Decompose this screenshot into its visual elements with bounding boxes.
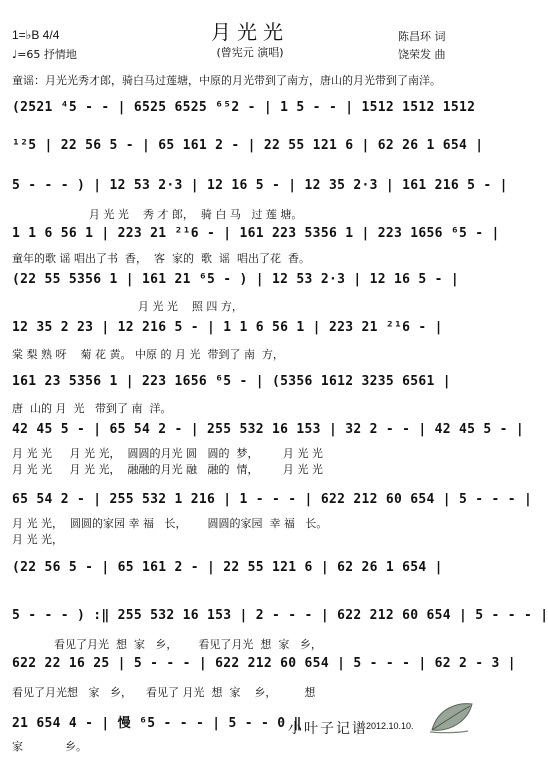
score-system-2: ¹²5 | 22 56 5 - | 65 161 2 - | 22 55 121 6 | 62 26 1 654 | [12,138,484,153]
score-system-3: 5 - - - ) | 12 53 2·3 | 12 16 5 - | 12 35 2·3 | 161 216 5 - | [12,178,508,193]
transcription-date: 2012.10.10. [366,721,414,731]
lyric-line-13: 家 乡。 [12,740,87,753]
intro-text: 童谣：月光光秀才郎，骑白马过莲塘，中原的月光带到了南方，唐山的月光带到了南洋。 [12,74,441,87]
score-system-11: 5 - - - ) :‖ 255 532 16 153 | 2 - - - | 622 212 60 654 | 5 - - - | [12,608,548,623]
song-title: 月光光 [211,20,289,44]
score-system-7: 161 23 5356 1 | 223 1656 ⁶5 - | (5356 1612 3235 6561 | [12,374,451,389]
lyric-line-6: 棠 梨 熟 呀 菊 花 黄。 中原 的 月 光 带到了 南 方， [12,348,284,361]
key-signature: 1=♭B 4/4 [12,28,60,42]
composer-credit: 饶荣发 曲 [398,48,446,61]
lyric-line-7: 唐 山的 月 光 带到了 南 洋。 [12,402,172,415]
score-system-9: 65 54 2 - | 255 532 1 216 | 1 - - - | 622 212 60 654 | 5 - - - | [12,492,533,507]
score-system-6: 12 35 2 23 | 12 216 5 - | 1 1 6 56 1 | 223 21 ²¹6 - | [12,320,443,335]
leaf-icon [428,700,476,738]
song-subtitle: (曾宪元 演唱) [216,46,284,59]
lyric-line-5: 月 光 光 照 四 方， [12,300,243,313]
lyricist-credit: 陈昌环 词 [398,30,446,43]
lyric-line-3: 月 光 光 秀 才 郎， 骑 白 马 过 莲 塘。 [12,208,303,221]
score-system-4: 1 1 6 56 1 | 223 21 ²¹6 - | 161 223 5356 1 | 223 1656 ⁶5 - | [12,226,500,241]
tempo-marking: ♩=65 抒情地 [12,48,77,61]
lyric-line-9: 月 光 光， 圆圆的家园 幸 福 长， 圆圆的家园 幸 福 长。 月 光 光， [12,517,328,546]
lyric-line-11: 看见了月光 想 家 乡， 看见了月光 想 家 乡， [12,638,322,651]
score-system-8: 42 45 5 - | 65 54 2 - | 255 532 16 153 | 32 2 - - | 42 45 5 - | [12,422,524,437]
lyric-line-4: 童年的歌 谣 唱出了书 香， 客 家的 歌 谣 唱出了花 香。 [12,252,310,265]
score-system-5: (22 55 5356 1 | 161 21 ⁶5 - ) | 12 53 2·3 | 12 16 5 - | [12,272,459,287]
lyric-line-12: 看见了月光想 家 乡， 看见了 月光 想 家 乡， 想 [12,686,316,699]
lyric-line-8: 月 光 光 月 光 光， 圆圆的月光 圆 圆的 梦， 月 光 光 月 光 光 月 光 光， 融融的月光 融 融的 情， 月 光 光 [12,447,323,476]
transcriber-signature: 小叶子记谱 [288,721,368,737]
score-system-10: (22 56 5 - | 65 161 2 - | 22 55 121 6 | 62 26 1 654 | [12,560,443,575]
score-system-1: (2521 ⁴5 - - | 6525 6525 ⁶⁵2 - | 1 5 - - | 1512 1512 1512 [12,100,476,115]
score-system-12: 622 22 16 25 | 5 - - - | 622 212 60 654 | 5 - - - | 62 2 - 3 | [12,656,516,671]
score-system-13: 21 654 4 - | 慢 ⁶5 - - - | 5 - - 0 ‖ [12,716,302,731]
